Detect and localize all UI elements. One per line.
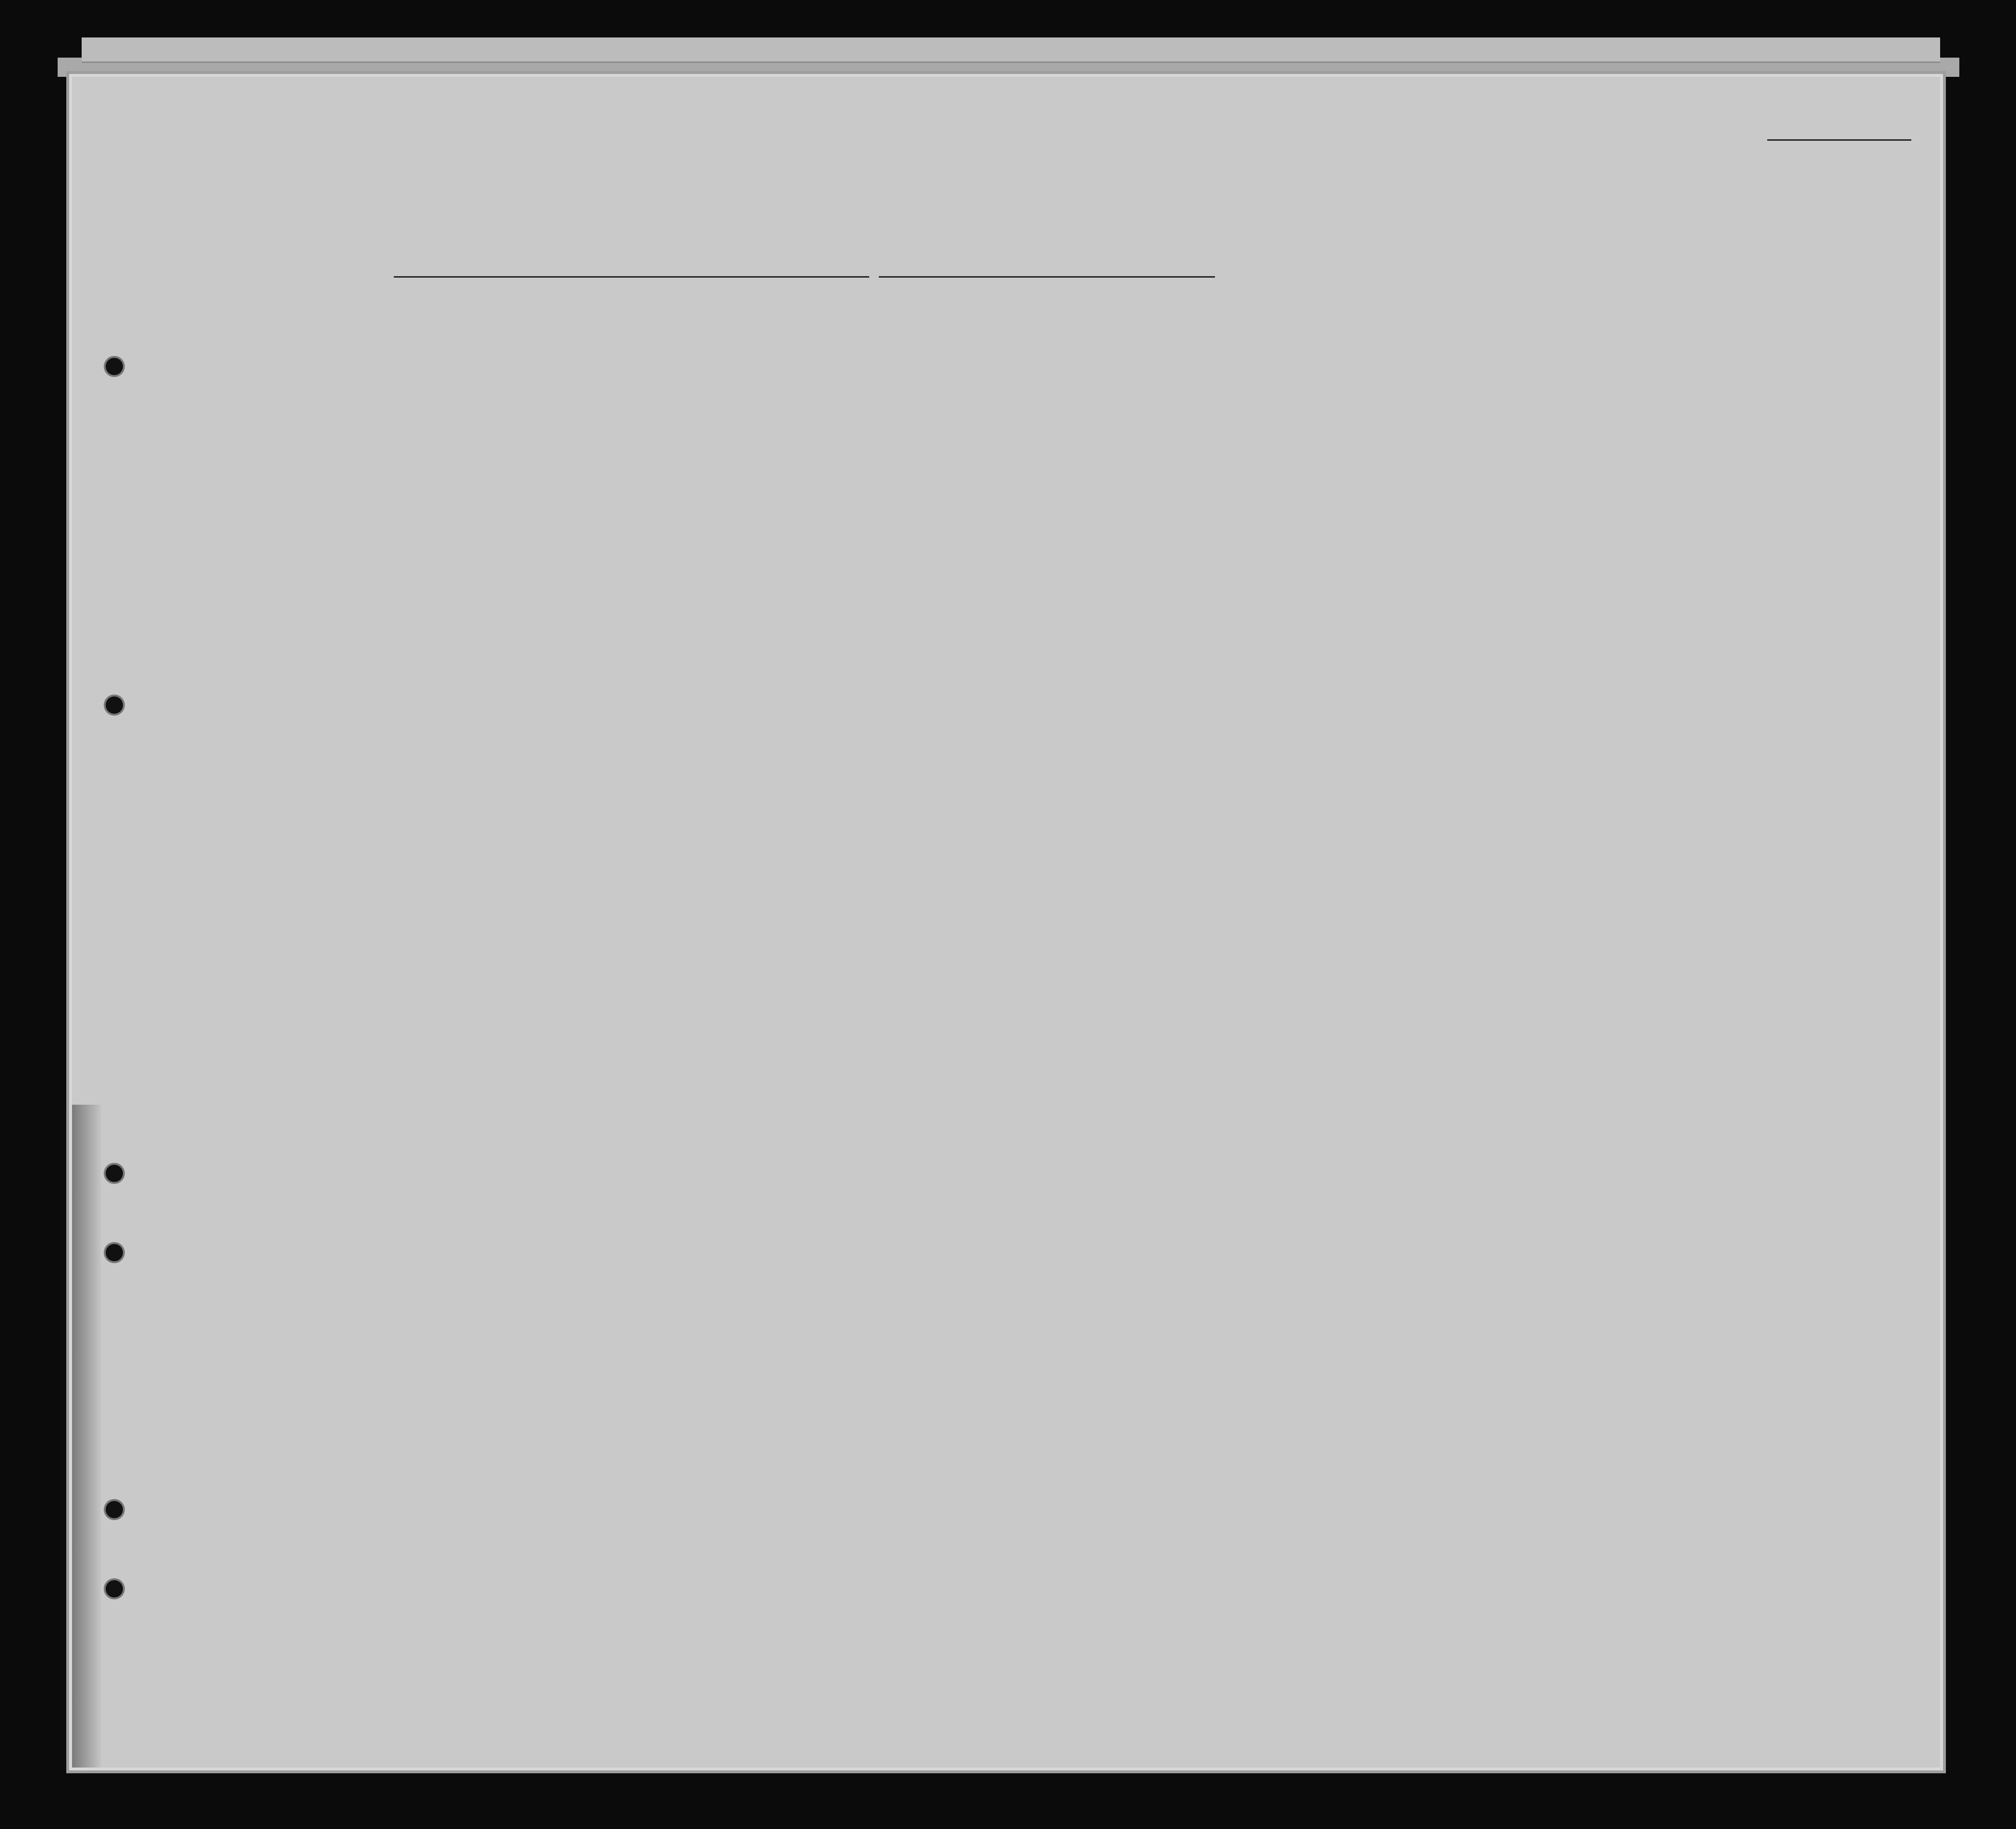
punch-hole bbox=[106, 1501, 123, 1518]
punch-hole bbox=[106, 1580, 123, 1597]
list-underline bbox=[1767, 139, 1911, 141]
punch-hole bbox=[106, 696, 123, 714]
page-top-edge bbox=[82, 37, 1940, 63]
binding-shadow bbox=[72, 1105, 101, 1768]
manifest-sheet bbox=[72, 77, 1940, 1768]
punch-hole bbox=[106, 1165, 123, 1182]
punch-hole bbox=[106, 358, 123, 375]
port-underline bbox=[394, 276, 869, 278]
punch-hole bbox=[106, 1244, 123, 1261]
date-underline bbox=[879, 276, 1215, 278]
